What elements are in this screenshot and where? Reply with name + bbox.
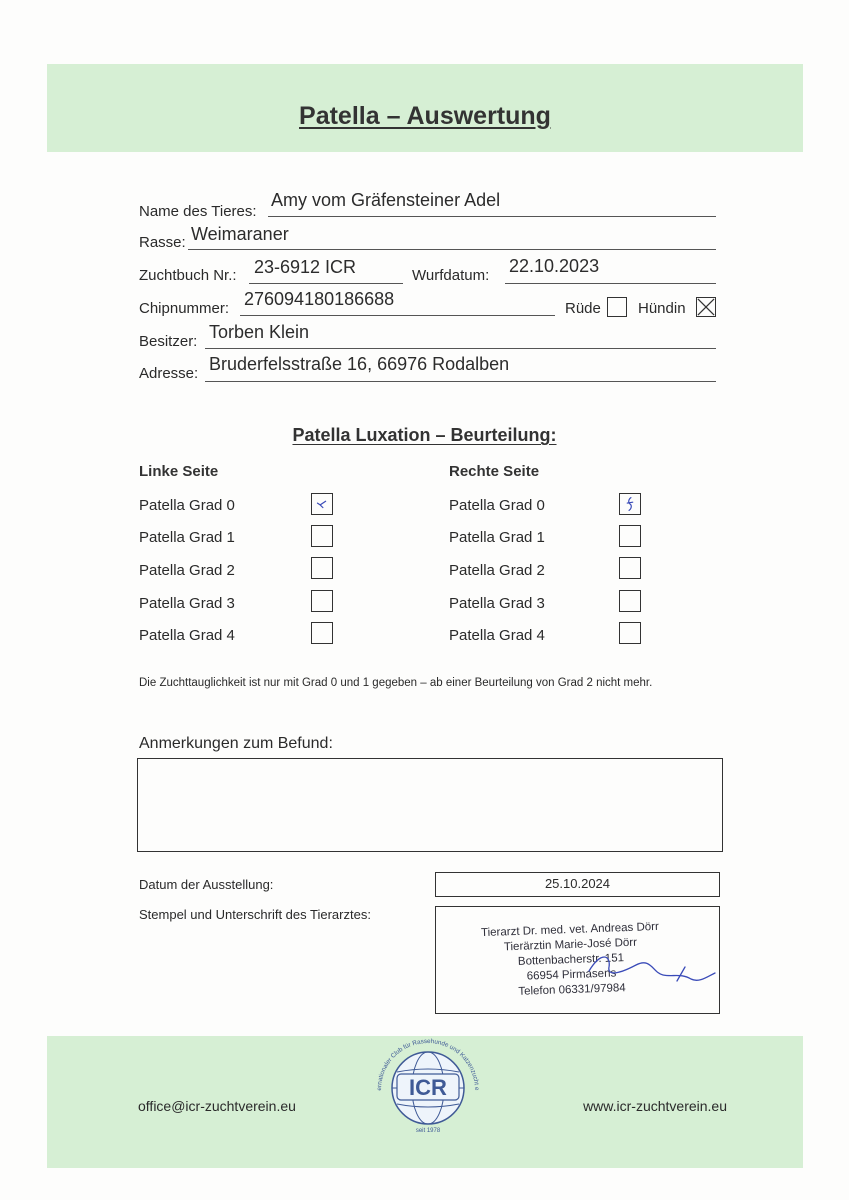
right-grade-0-checkbox[interactable] xyxy=(619,493,641,515)
stamp-signature-box xyxy=(435,906,720,1014)
right-side-heading: Rechte Seite xyxy=(449,463,540,480)
female-checkbox[interactable] xyxy=(696,297,716,317)
right-grade-2-label: Patella Grad 2 xyxy=(449,562,545,579)
chip-label: Chipnummer: xyxy=(139,300,230,317)
left-grade-2-checkbox[interactable] xyxy=(311,557,333,579)
signature-icon xyxy=(581,943,721,993)
stamp-line: Bottenbacherstr. 151 xyxy=(517,952,625,968)
website-link[interactable]: www.icr-zuchtverein.eu xyxy=(583,1098,727,1114)
address-label: Adresse: xyxy=(139,365,199,382)
studbook-value[interactable]: 23-6912 ICR xyxy=(254,257,357,277)
chip-line xyxy=(240,315,555,316)
stamp-line: Tierärztin Marie-José Dörr xyxy=(503,936,638,954)
left-grade-0-checkbox[interactable] xyxy=(311,493,333,515)
issue-date-label: Datum der Ausstellung: xyxy=(139,877,274,892)
breed-label: Rasse: xyxy=(139,234,186,251)
male-label: Rüde xyxy=(565,300,601,317)
left-grade-1-checkbox[interactable] xyxy=(311,525,333,547)
right-grade-2-checkbox[interactable] xyxy=(619,557,641,579)
name-label: Name des Tieres: xyxy=(139,203,257,220)
address-line xyxy=(205,381,716,382)
name-line xyxy=(268,216,716,217)
right-grade-4-label: Patella Grad 4 xyxy=(449,627,545,644)
remarks-label: Anmerkungen zum Befund: xyxy=(139,735,333,752)
icr-logo-icon xyxy=(363,1036,493,1136)
logo-since-text: seit 1978 xyxy=(415,1128,441,1134)
stamp-label: Stempel und Unterschrift des Tierarztes: xyxy=(139,907,371,922)
litter-date-line xyxy=(505,283,716,284)
litter-date-label: Wurfdatum: xyxy=(412,267,490,284)
right-grade-3-checkbox[interactable] xyxy=(619,590,641,612)
footer-band xyxy=(47,1036,803,1168)
breed-line xyxy=(188,249,716,250)
right-grade-1-label: Patella Grad 1 xyxy=(449,529,545,546)
left-grade-3-checkbox[interactable] xyxy=(311,590,333,612)
right-grade-1-checkbox[interactable] xyxy=(619,525,641,547)
breed-value[interactable]: Weimaraner xyxy=(191,224,289,244)
chip-value[interactable]: 276094180186688 xyxy=(244,289,395,309)
left-grade-0-label: Patella Grad 0 xyxy=(139,497,235,514)
address-value[interactable]: Bruderfelsstraße 16, 66976 Rodalben xyxy=(209,354,510,374)
issue-date-field[interactable]: 25.10.2024 xyxy=(435,872,720,897)
male-checkbox[interactable] xyxy=(607,297,627,317)
owner-value[interactable]: Torben Klein xyxy=(209,322,310,342)
left-side-heading: Linke Seite xyxy=(139,463,219,480)
left-grade-1-label: Patella Grad 1 xyxy=(139,529,235,546)
page-title: Patella – Auswertung xyxy=(299,102,551,130)
stamp-line: Tierarzt Dr. med. vet. Andreas Dörr xyxy=(480,920,660,940)
left-grade-4-checkbox[interactable] xyxy=(311,622,333,644)
name-value[interactable]: Amy vom Gräfensteiner Adel xyxy=(271,190,501,210)
email-link[interactable]: office@icr-zuchtverein.eu xyxy=(138,1098,296,1114)
right-grade-0-label: Patella Grad 0 xyxy=(449,497,545,514)
studbook-line xyxy=(249,283,403,284)
stamp-line: 66954 Pirmasens xyxy=(526,967,617,983)
right-grade-3-label: Patella Grad 3 xyxy=(449,595,545,612)
left-grade-3-label: Patella Grad 3 xyxy=(139,595,235,612)
litter-date-value[interactable]: 22.10.2023 xyxy=(509,256,600,276)
owner-label: Besitzer: xyxy=(139,333,198,350)
breeding-notice: Die Zuchttauglichkeit ist nur mit Grad 0 und 1 gegeben – ab einer Beurteilung von Grad 2 nicht mehr. xyxy=(139,677,653,689)
right-grade-4-checkbox[interactable] xyxy=(619,622,641,644)
header-band xyxy=(47,64,803,152)
left-grade-2-label: Patella Grad 2 xyxy=(139,562,235,579)
stamp-line: Telefon 06331/97984 xyxy=(518,982,626,998)
studbook-label: Zuchtbuch Nr.: xyxy=(139,267,237,284)
female-label: Hündin xyxy=(638,300,686,317)
pen-check-mark-icon xyxy=(620,494,640,514)
pen-check-mark-icon xyxy=(312,494,332,514)
logo-ring-text: ernationaler Club für Rassehunde und Katzenzucht e xyxy=(375,1037,481,1091)
logo-text: ICR xyxy=(409,1075,447,1100)
x-mark-icon xyxy=(697,298,715,316)
owner-line xyxy=(205,348,716,349)
remarks-field[interactable] xyxy=(137,758,723,852)
left-grade-4-label: Patella Grad 4 xyxy=(139,627,235,644)
assessment-title: Patella Luxation – Beurteilung: xyxy=(292,425,557,445)
